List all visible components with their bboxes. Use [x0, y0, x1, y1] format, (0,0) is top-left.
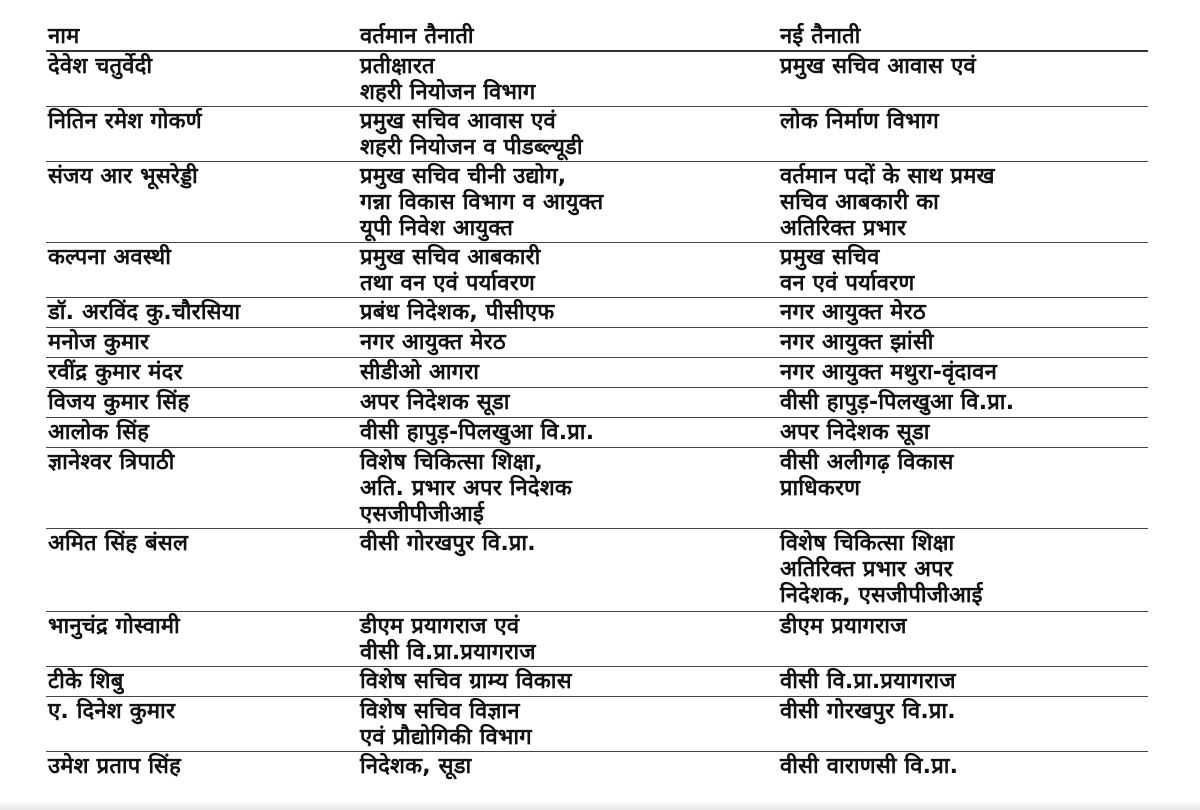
officer-name: संजय आर भूसरेड्डी: [48, 164, 198, 189]
table-row: [46, 107, 1148, 162]
current-posting: विशेष सचिव विज्ञान एवं प्रौद्योगिकी विभाग: [360, 699, 532, 750]
current-posting: विशेष चिकित्सा शिक्षा, अति. प्रभार अपर निदेशक एसजीपीजीआई: [360, 450, 573, 527]
current-posting: प्रमुख सचिव आवास एवं शहरी नियोजन व पीडब्ल्यूडी: [360, 109, 583, 160]
current-posting: वीसी गोरखपुर वि.प्रा.: [360, 531, 536, 556]
new-posting: विशेष चिकित्सा शिक्षा अतिरिक्त प्रभार अपर निदेशक, एसजीपीजीआई: [780, 531, 983, 608]
table-row: [46, 388, 1148, 418]
current-posting: वीसी हापुड़-पिलखुआ वि.प्रा.: [360, 420, 595, 445]
officer-name: भानुचंद्र गोस्वामी: [48, 614, 180, 639]
new-posting: वीसी अलीगढ़ विकास प्राधिकरण: [780, 450, 954, 501]
officer-name: रवींद्र कुमार मंदर: [48, 360, 183, 385]
current-posting: अपर निदेशक सूडा: [360, 390, 510, 415]
current-posting: नगर आयुक्त मेरठ: [360, 330, 506, 355]
current-posting: प्रमुख सचिव आबकारी तथा वन एवं पर्यावरण: [360, 245, 541, 296]
new-posting: वर्तमान पदों के साथ प्रमख सचिव आबकारी का अतिरिक्त प्रभार: [780, 164, 995, 241]
officer-name: अमित सिंह बंसल: [48, 531, 189, 556]
officer-name: ए. दिनेश कुमार: [48, 699, 176, 724]
officer-name: नितिन रमेश गोकर्ण: [48, 109, 202, 134]
new-posting: डीएम प्रयागराज: [780, 614, 907, 639]
officer-name: डॉ. अरविंद कु.चौरसिया: [48, 300, 241, 325]
table-row: [46, 418, 1148, 448]
new-posting: नगर आयुक्त मेरठ: [780, 300, 926, 325]
new-posting: नगर आयुक्त झांसी: [780, 330, 934, 355]
table-row: [46, 667, 1148, 697]
current-posting: सीडीओ आगरा: [360, 360, 480, 385]
table-row: [46, 328, 1148, 358]
current-posting: प्रतीक्षारत शहरी नियोजन विभाग: [360, 54, 536, 105]
current-posting: विशेष सचिव ग्राम्य विकास: [360, 669, 572, 694]
officer-name: आलोक सिंह: [48, 420, 150, 445]
officer-name: विजय कुमार सिंह: [48, 390, 190, 415]
header-current-posting: वर्तमान तैनाती: [360, 24, 474, 49]
officer-name: मनोज कुमार: [48, 330, 150, 355]
officer-name: टीके शिबु: [48, 669, 124, 694]
current-posting: निदेशक, सूडा: [360, 754, 472, 779]
postings-table: [46, 22, 1148, 781]
new-posting: अपर निदेशक सूडा: [780, 420, 930, 445]
new-posting: वीसी गोरखपुर वि.प्रा.: [780, 699, 956, 724]
new-posting: प्रमुख सचिव आवास एवं: [780, 54, 976, 79]
table-row: [46, 612, 1148, 667]
new-posting: वीसी हापुड़-पिलखुआ वि.प्रा.: [780, 390, 1015, 415]
table-row: [46, 448, 1148, 529]
officer-name: उमेश प्रताप सिंह: [48, 754, 181, 779]
current-posting: डीएम प्रयागराज एवं वीसी वि.प्रा.प्रयागराज: [360, 614, 536, 665]
officer-name: ज्ञानेश्वर त्रिपाठी: [48, 450, 175, 475]
table-row: [46, 358, 1148, 388]
officer-name: देवेश चतुर्वेदी: [48, 54, 153, 79]
new-posting: नगर आयुक्त मथुरा-वृंदावन: [780, 360, 997, 385]
header-name: नाम: [48, 24, 80, 49]
header-row: [46, 22, 1148, 51]
new-posting: वीसी वाराणसी वि.प्रा.: [780, 754, 959, 779]
header-new-posting: नई तैनाती: [780, 24, 861, 49]
officer-name: कल्पना अवस्थी: [48, 245, 172, 270]
table-row: [46, 243, 1148, 298]
new-posting: प्रमुख सचिव वन एवं पर्यावरण: [780, 245, 915, 296]
new-posting: लोक निर्माण विभाग: [780, 109, 939, 134]
table-row: [46, 697, 1148, 752]
table-row: [46, 298, 1148, 328]
new-posting: वीसी वि.प्रा.प्रयागराज: [780, 669, 956, 694]
current-posting: प्रमुख सचिव चीनी उद्योग, गन्ना विकास विभाग व आयुक्त यूपी निवेश आयुक्त: [360, 164, 604, 241]
table-row: [46, 529, 1148, 612]
clipping-bottom-edge: [0, 800, 1200, 810]
table-row: [46, 51, 1148, 107]
table-row: [46, 752, 1148, 782]
current-posting: प्रबंध निदेशक, पीसीएफ: [360, 300, 555, 325]
table-row: [46, 162, 1148, 243]
